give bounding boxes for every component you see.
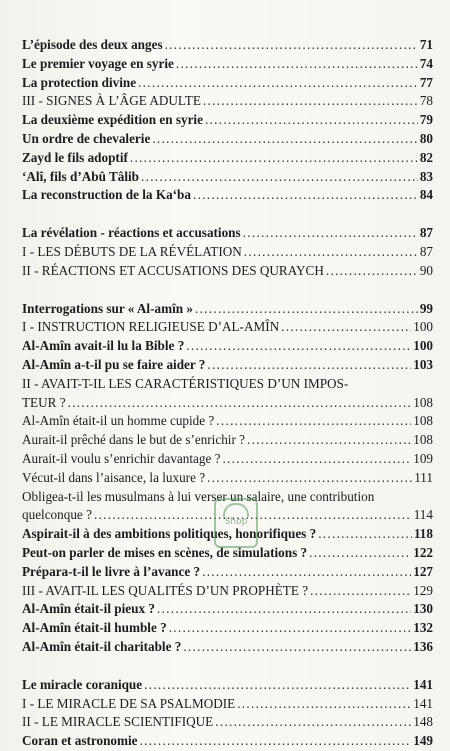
- toc-entry-title: Interrogations sur « Al-amîn »: [22, 300, 193, 316]
- toc-entry-title: I - LES DÉBUTS DE LA RÉVÉLATION: [22, 243, 242, 259]
- toc-dot-leader: [195, 300, 418, 319]
- toc-entry-title: I - INSTRUCTION RELIGIEUSE D’AL-AMÎN: [22, 319, 280, 335]
- section-gap: [22, 657, 433, 676]
- toc-entry-title: III - AVAIT-IL LES QUALITÉS D’UN PROPHÈTE ?: [22, 582, 309, 598]
- toc-entry-title: II - AVAIT-T-IL LES CARACTÉRISTIQUES D’UN IMPOS-: [22, 375, 349, 391]
- toc-dot-leader: [138, 74, 418, 93]
- toc-entry[interactable]: [22, 149, 433, 168]
- toc-page-number: 127: [413, 563, 433, 579]
- toc-page-number: 82: [419, 149, 433, 165]
- watermark-logo: [214, 498, 258, 548]
- toc-page-number: 108: [413, 432, 433, 448]
- toc-entry[interactable]: [22, 695, 433, 714]
- toc-entry[interactable]: [22, 676, 433, 695]
- toc-entry[interactable]: [22, 92, 433, 111]
- toc-entry-title: Al-Amîn avait-il lu la Bible ?: [22, 338, 185, 354]
- toc-dot-leader: [157, 600, 411, 619]
- toc-page-number: 83: [419, 168, 433, 184]
- toc-dot-leader: [183, 638, 411, 657]
- toc-dot-leader: [152, 130, 418, 149]
- toc-page-number: 71: [419, 37, 433, 52]
- toc-entry-title: Aurait-il voulu s’enrichir davantage ?: [22, 450, 221, 466]
- toc-dot-leader: [222, 450, 411, 469]
- toc-entry[interactable]: [22, 356, 433, 375]
- toc-entry[interactable]: [22, 337, 433, 356]
- toc-entry[interactable]: [22, 394, 433, 413]
- toc-entry[interactable]: [22, 638, 433, 657]
- toc-entry-title: I - LE MIRACLE DE SA PSALMODIE: [22, 695, 236, 711]
- toc-entry-title: Le miracle coranique: [22, 676, 143, 692]
- toc-page-number: 141: [413, 676, 433, 692]
- toc-entry-title: Un ordre de chevalerie: [22, 130, 151, 146]
- toc-page-number: 114: [413, 507, 433, 523]
- toc-page-number: 122: [413, 544, 433, 560]
- toc-entry[interactable]: [22, 450, 433, 469]
- toc-dot-leader: [318, 525, 412, 544]
- toc-entry-title: TEUR ?: [22, 394, 66, 410]
- toc-dot-leader: [237, 695, 411, 714]
- toc-entry-title: II - LE MIRACLE SCIENTIFIQUE: [22, 714, 214, 730]
- toc-page-number: 90: [419, 262, 433, 278]
- toc-page-number: 100: [413, 338, 433, 354]
- toc-dot-leader: [244, 243, 418, 262]
- toc-page-number: 108: [413, 394, 433, 410]
- toc-dot-leader: [215, 713, 411, 732]
- toc-dot-leader: [216, 412, 411, 431]
- toc-entry[interactable]: [22, 243, 433, 262]
- toc-entry-title: La protection divine: [22, 74, 137, 90]
- toc-entry[interactable]: [22, 412, 433, 431]
- toc-entry[interactable]: [22, 55, 433, 74]
- toc-entry[interactable]: [22, 318, 433, 337]
- toc-entry-title: Vécut-il dans l’aisance, la luxure ?: [22, 469, 206, 485]
- toc-page-number: 118: [413, 526, 433, 542]
- toc-dot-leader: [207, 356, 411, 375]
- toc-entry-title: Peut-on parler de mises en scènes, de simulations ?: [22, 544, 308, 560]
- toc-dot-leader: [281, 318, 411, 337]
- toc-entry-title: La reconstruction de la Ka‘ba: [22, 187, 191, 203]
- toc-entry-title: Coran et astronomie: [22, 733, 138, 749]
- toc-entry[interactable]: [22, 168, 433, 187]
- toc-entry-title: L’épisode des deux anges: [22, 37, 163, 52]
- toc-page-number: 132: [413, 620, 433, 636]
- toc-page-number: 74: [419, 55, 433, 71]
- toc-entry[interactable]: [22, 74, 433, 93]
- toc-dot-leader: [186, 337, 411, 356]
- toc-entry[interactable]: [22, 469, 433, 488]
- toc-entry-title: Le premier voyage en syrie: [22, 55, 174, 71]
- toc-page-number: 99: [419, 300, 433, 316]
- toc-page-number: 108: [413, 413, 433, 429]
- toc-page-number: 149: [413, 733, 433, 749]
- toc-page-number: 111: [414, 469, 433, 485]
- toc-entry[interactable]: [22, 600, 433, 619]
- toc-dot-leader: [207, 469, 412, 488]
- toc-entry-title: La révélation - réactions et accusations: [22, 225, 241, 241]
- toc-entry-title: Zayd le fils adoptif: [22, 149, 128, 165]
- toc-page-number: 109: [413, 450, 433, 466]
- toc-dot-leader: [169, 619, 412, 638]
- toc-entry-title: Prépara-t-il le livre à l’avance ?: [22, 563, 201, 579]
- section-gap: [22, 281, 433, 300]
- toc-page-number: 87: [419, 225, 433, 241]
- toc-entry-title: quelconque ?: [22, 507, 92, 523]
- section-gap: [22, 205, 433, 224]
- toc-dot-leader: [243, 224, 418, 243]
- toc-entry[interactable]: [22, 619, 433, 638]
- toc-dot-leader: [193, 186, 418, 205]
- toc-entry-title: La deuxième expédition en syrie: [22, 112, 203, 128]
- toc-page-number: 130: [413, 601, 433, 617]
- toc-entry-title: Aurait-il prêché dans le but de s’enrichir ?: [22, 432, 245, 448]
- toc-dot-leader: [68, 394, 412, 413]
- toc-dot-leader: [247, 431, 411, 450]
- toc-entry-title: ‘Alî, fils d’Abû Tâlib: [22, 168, 140, 184]
- toc-dot-leader: [141, 168, 418, 187]
- toc-page-number: 136: [413, 638, 433, 654]
- table-of-contents: [22, 36, 433, 751]
- toc-entry[interactable]: [22, 582, 433, 601]
- toc-dot-leader: [326, 262, 418, 281]
- watermark-dome: [223, 503, 249, 517]
- toc-page-number: 78: [419, 93, 433, 109]
- toc-entry[interactable]: [22, 563, 433, 582]
- toc-dot-leader: [310, 582, 411, 601]
- toc-entry[interactable]: [22, 262, 433, 281]
- toc-entry-title: III - SIGNES À L’ÂGE ADULTE: [22, 93, 201, 109]
- toc-entry[interactable]: [22, 431, 433, 450]
- toc-entry[interactable]: [22, 186, 433, 205]
- toc-page-number: 80: [419, 130, 433, 146]
- toc-entry[interactable]: [22, 713, 433, 732]
- toc-entry-title: Al-Amîn était-il un homme cupide ?: [22, 413, 215, 429]
- toc-page-number: 103: [413, 356, 433, 372]
- toc-entry-title: Al-Amîn était-il humble ?: [22, 620, 167, 636]
- toc-dot-leader: [309, 544, 411, 563]
- toc-entry-title: Al-Amîn était-il charitable ?: [22, 638, 182, 654]
- toc-dot-leader: [144, 676, 411, 695]
- toc-entry[interactable]: [22, 375, 433, 394]
- toc-dot-leader: [140, 732, 412, 751]
- toc-dot-leader: [203, 92, 418, 111]
- toc-page-number: 87: [419, 243, 433, 259]
- toc-dot-leader: [205, 111, 418, 130]
- toc-entry-title: II - RÉACTIONS ET ACCUSATIONS DES QURAYCH: [22, 262, 324, 278]
- toc-page-number: 141: [413, 695, 433, 711]
- toc-entry[interactable]: [22, 732, 433, 751]
- toc-entry-title: Al-Amîn a-t-il pu se faire aider ?: [22, 356, 206, 372]
- toc-entry[interactable]: [22, 130, 433, 149]
- toc-entry[interactable]: [22, 111, 433, 130]
- toc-page-number: 129: [413, 582, 433, 598]
- toc-entry[interactable]: [22, 300, 433, 319]
- watermark-text: Shop: [224, 517, 248, 527]
- toc-dot-leader: [165, 36, 418, 55]
- toc-page-number: 84: [419, 187, 433, 203]
- toc-page-number: 148: [413, 714, 433, 730]
- toc-dot-leader: [130, 149, 418, 168]
- toc-entry-title: Aspirait-il à des ambitions politiques, honorifiques ?: [22, 526, 317, 542]
- toc-page-number: 100: [413, 319, 433, 335]
- toc-page-number: 77: [419, 74, 433, 90]
- toc-dot-leader: [176, 55, 418, 74]
- toc-entry[interactable]: [22, 224, 433, 243]
- toc-entry[interactable]: [22, 36, 433, 55]
- toc-dot-leader: [202, 563, 411, 582]
- toc-page-number: 79: [419, 112, 433, 128]
- toc-entry-title: Al-Amîn était-il pieux ?: [22, 601, 155, 617]
- toc-entry-title: Obligea-t-il les musulmans à lui verser un salaire, une contribution: [22, 488, 375, 504]
